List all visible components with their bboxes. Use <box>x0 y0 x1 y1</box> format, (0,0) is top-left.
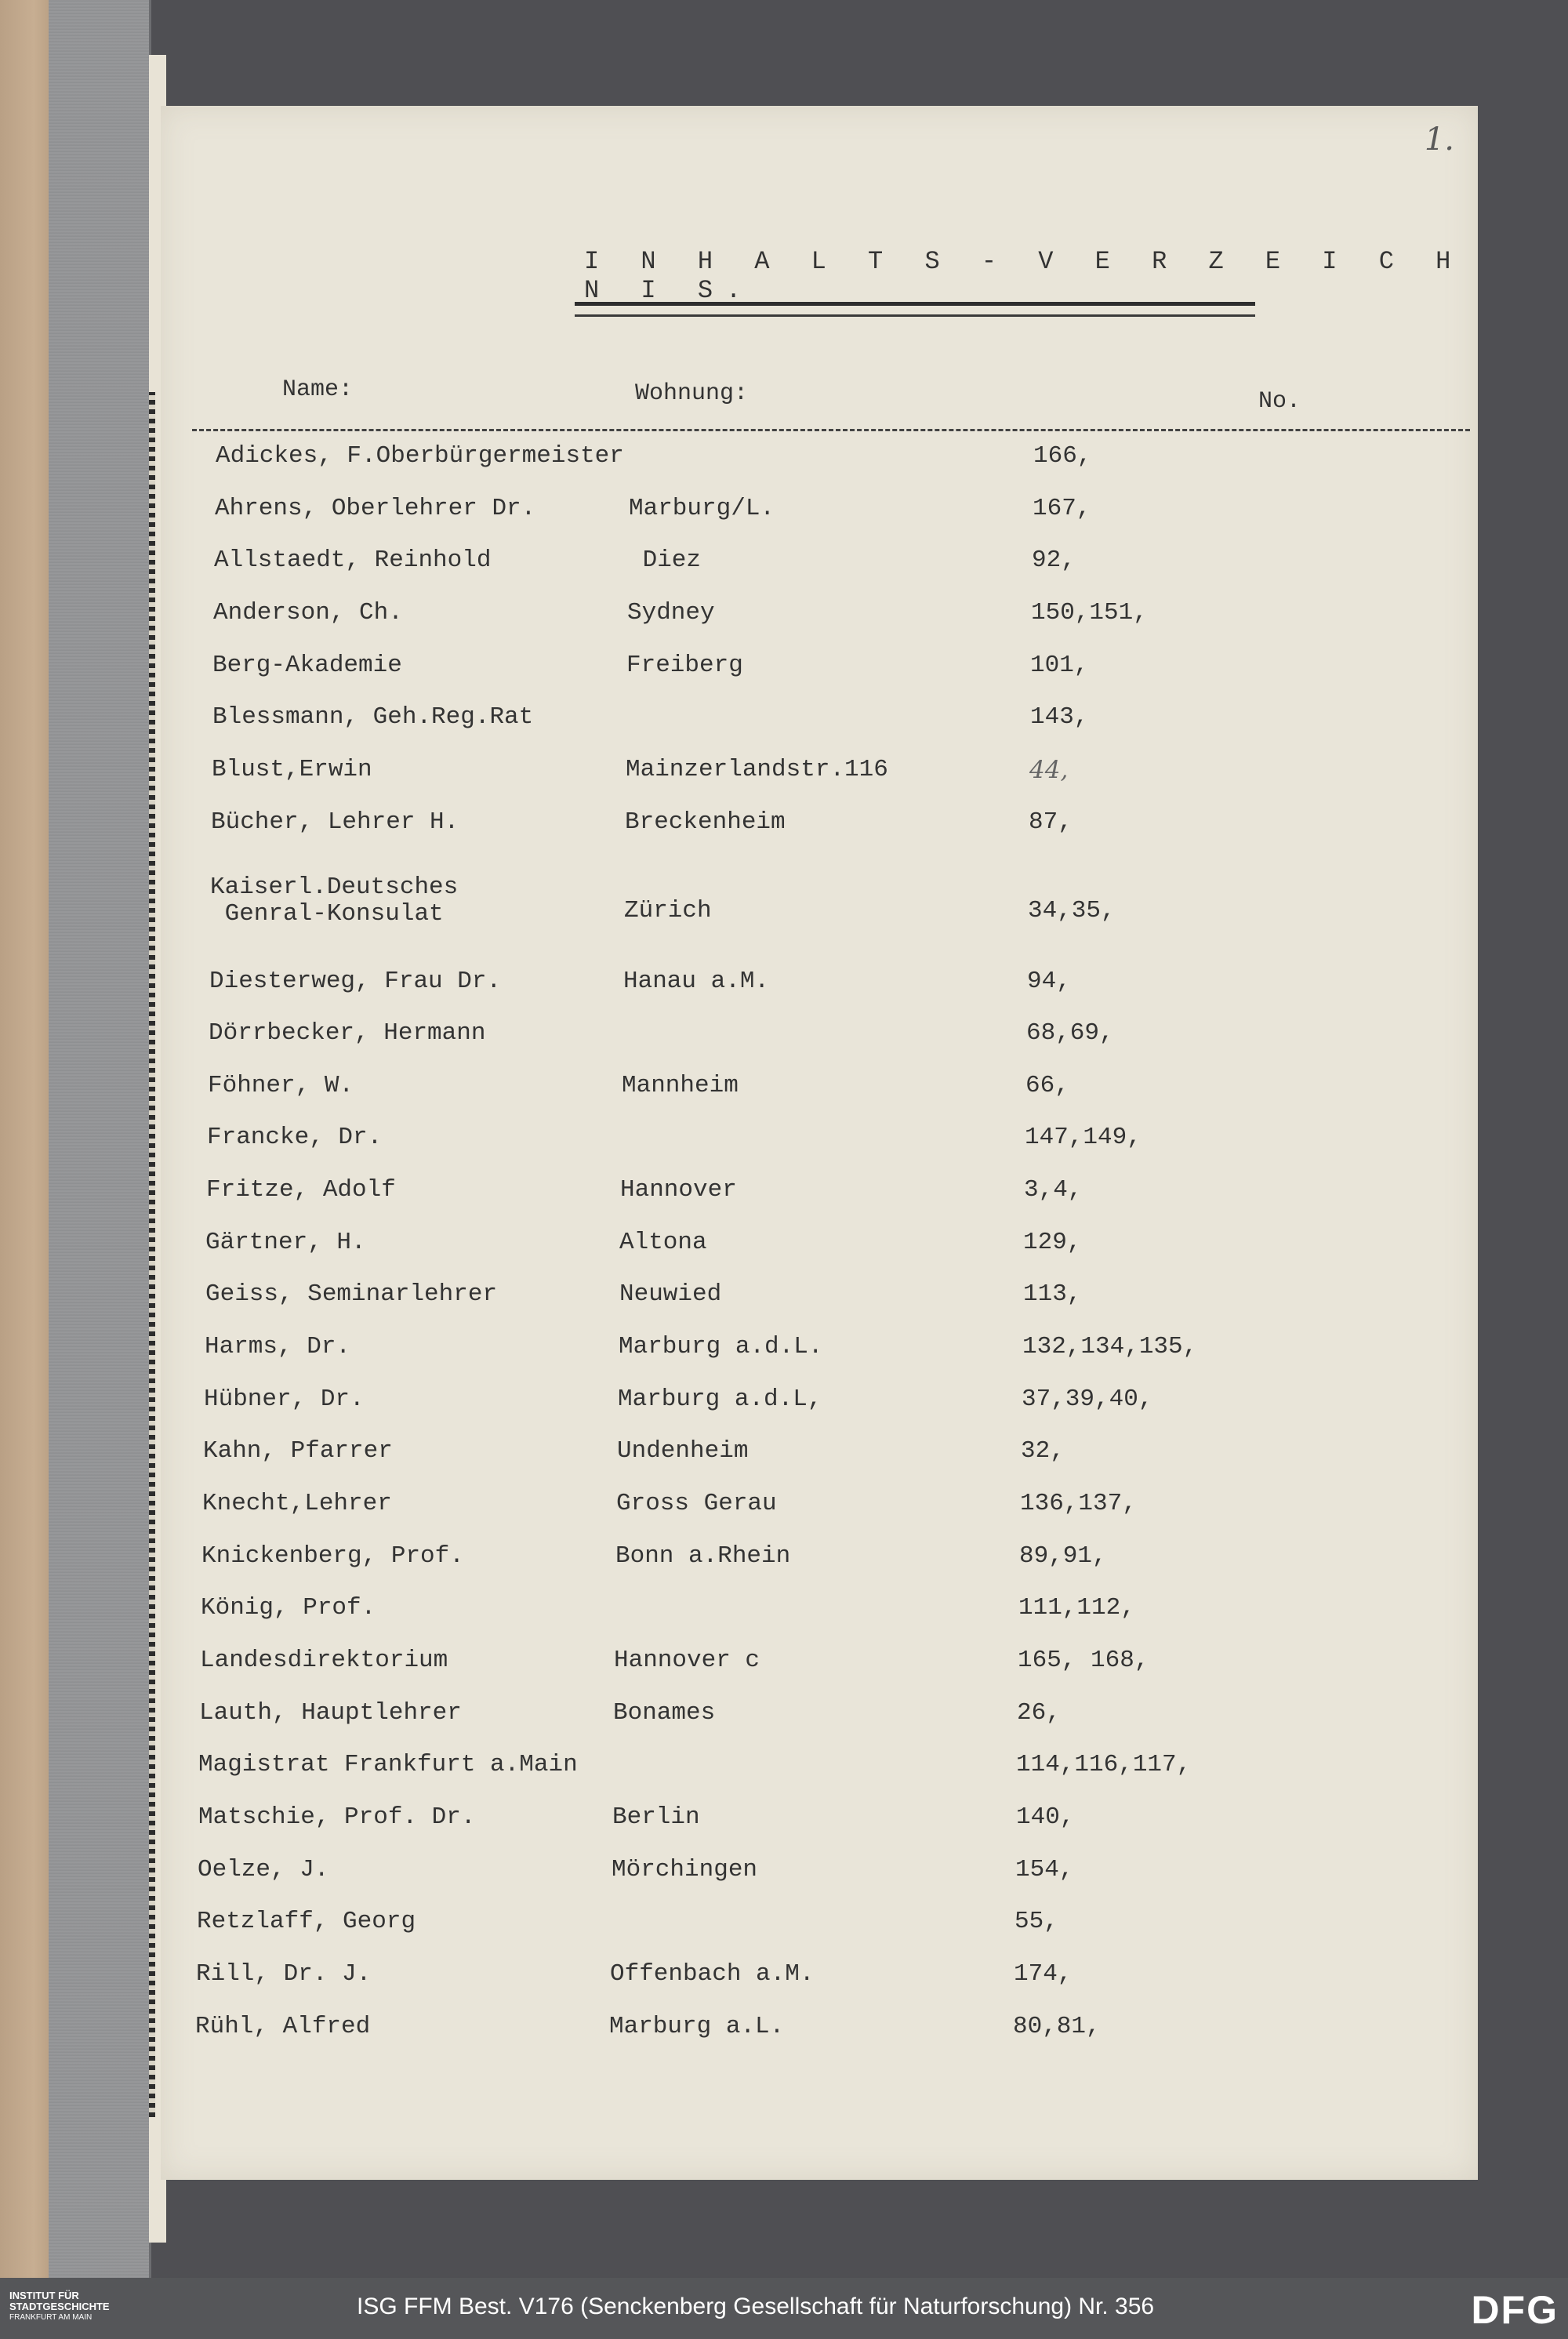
entry-number: 165, 168, <box>1018 1647 1149 1674</box>
table-row <box>161 496 1478 547</box>
institute-line-1: INSTITUT FÜR <box>9 2290 79 2301</box>
entry-name: Blust,Erwin <box>212 756 372 783</box>
entry-number: 166, <box>1033 442 1092 470</box>
entry-place: Bonn a.Rhein <box>615 1542 791 1570</box>
table-row <box>161 1177 1478 1229</box>
entry-name: Rühl, Alfred <box>195 2013 371 2040</box>
entry-number: 55, <box>1014 1908 1058 1935</box>
page-title: I N H A L T S - V E R Z E I C H N I S. <box>584 247 1465 305</box>
table-row <box>161 1124 1478 1176</box>
entry-number: 44, <box>1029 756 1069 784</box>
table-row <box>161 874 1478 926</box>
entry-name: Hübner, Dr. <box>204 1386 365 1413</box>
entry-number: 143, <box>1030 703 1089 731</box>
entry-number: 140, <box>1016 1803 1075 1831</box>
entry-name: Bücher, Lehrer H. <box>211 808 459 836</box>
entry-place: Marburg a.d.L, <box>618 1386 822 1413</box>
table-row <box>161 704 1478 756</box>
entry-place: Hannover <box>620 1176 737 1204</box>
table-row <box>161 443 1478 495</box>
entry-place: Freiberg <box>626 652 743 679</box>
entry-number: 68,69, <box>1026 1019 1114 1047</box>
entry-place: Hannover c <box>614 1647 760 1674</box>
entry-name: Blessmann, Geh.Reg.Rat <box>212 703 534 731</box>
entry-name: Matschie, Prof. Dr. <box>198 1803 476 1831</box>
entry-place: Mannheim <box>622 1072 739 1099</box>
entry-name: Geiss, Seminarlehrer <box>205 1280 498 1308</box>
entry-number: 26, <box>1017 1699 1061 1727</box>
entry-name: Anderson, Ch. <box>213 599 403 627</box>
table-row <box>161 2014 1478 2065</box>
table-row <box>161 547 1478 599</box>
entry-number: 150,151, <box>1031 599 1148 627</box>
table-row <box>161 1700 1478 1752</box>
entry-number: 101, <box>1030 652 1089 679</box>
table-row <box>161 1647 1478 1699</box>
entry-name: König, Prof. <box>201 1594 376 1622</box>
entry-place: Neuwied <box>619 1280 722 1308</box>
entry-number: 89,91, <box>1019 1542 1107 1570</box>
entry-number: 174, <box>1014 1960 1073 1988</box>
entry-number: 80,81, <box>1013 2013 1101 2040</box>
entry-place: Mörchingen <box>612 1856 758 1883</box>
table-row <box>161 1961 1478 2013</box>
table-row <box>161 1543 1478 1595</box>
table-row <box>161 1386 1478 1438</box>
table-row <box>161 1595 1478 1647</box>
table-row <box>161 1334 1478 1386</box>
entry-name: Knecht,Lehrer <box>202 1490 392 1517</box>
column-header-place: Wohnung: <box>635 380 749 407</box>
entry-number: 129, <box>1023 1229 1082 1256</box>
table-row <box>161 1491 1478 1542</box>
entry-name: Allstaedt, Reinhold <box>214 547 492 574</box>
entry-place: Hanau a.M. <box>623 968 770 995</box>
entry-name: Fritze, Adolf <box>206 1176 396 1204</box>
entry-name: Oelze, J. <box>198 1856 329 1883</box>
table-row <box>161 809 1478 861</box>
entry-name: Ahrens, Oberlehrer Dr. <box>215 495 536 522</box>
entry-place: Offenbach a.M. <box>610 1960 815 1988</box>
document-page <box>161 106 1478 2180</box>
entry-place: Zürich <box>624 897 712 924</box>
title-underline <box>575 302 1255 317</box>
table-row <box>161 1857 1478 1909</box>
table-row <box>161 1073 1478 1124</box>
entry-name: Diesterweg, Frau Dr. <box>209 968 502 995</box>
entry-place: Berlin <box>612 1803 700 1831</box>
table-row <box>161 968 1478 1020</box>
header-dashed-rule <box>192 429 1470 431</box>
entry-place: Marburg a.L. <box>609 2013 785 2040</box>
entry-name: Rill, Dr. J. <box>196 1960 372 1988</box>
entry-number: 37,39,40, <box>1022 1386 1153 1413</box>
entry-number: 92, <box>1032 547 1076 574</box>
entry-number: 147,149, <box>1025 1124 1142 1151</box>
entry-number: 114,116,117, <box>1016 1751 1192 1778</box>
entry-number: 167, <box>1033 495 1091 522</box>
entry-place: Diez <box>628 547 702 574</box>
entry-name: Föhner, W. <box>208 1072 354 1099</box>
entry-place: Marburg a.d.L. <box>619 1333 823 1360</box>
page-number: 1. <box>1424 122 1454 158</box>
entry-name: Magistrat Frankfurt a.Main <box>198 1751 578 1778</box>
binding-stitch <box>149 392 155 2117</box>
entry-place: Undenheim <box>617 1437 749 1465</box>
entry-name: Retzlaff, Georg <box>197 1908 416 1935</box>
entry-name: Harms, Dr. <box>205 1333 351 1360</box>
entry-number: 154, <box>1015 1856 1074 1883</box>
table-row <box>161 600 1478 652</box>
archive-footer <box>0 2278 1568 2339</box>
entry-place: Altona <box>619 1229 707 1256</box>
institute-logo <box>9 2290 110 2323</box>
table-row <box>161 1438 1478 1490</box>
archive-caption: ISG FFM Best. V176 (Senckenberg Gesellschaft für Naturforschung) Nr. 356 <box>357 2294 1155 2319</box>
entry-name: Lauth, Hauptlehrer <box>199 1699 462 1727</box>
table-row <box>161 1752 1478 1803</box>
entry-place: Marburg/L. <box>629 495 775 522</box>
entry-number: 113, <box>1023 1280 1082 1308</box>
entry-name: Berg-Akademie <box>212 652 402 679</box>
entry-place: Breckenheim <box>625 808 786 836</box>
entry-name: Landesdirektorium <box>200 1647 448 1674</box>
table-row <box>161 1229 1478 1281</box>
entry-number: 34,35, <box>1028 897 1116 924</box>
dfg-logo: DFG <box>1471 2288 1559 2332</box>
entry-number: 111,112, <box>1018 1594 1135 1622</box>
table-row <box>161 1020 1478 1072</box>
book-spine <box>49 0 151 2278</box>
entry-name: Adickes, F.Oberbürgermeister <box>216 442 624 470</box>
entry-place: Bonames <box>613 1699 716 1727</box>
table-row <box>161 1909 1478 1960</box>
entry-number: 3,4, <box>1024 1176 1083 1204</box>
entry-name: Knickenberg, Prof. <box>201 1542 464 1570</box>
table-row <box>161 1281 1478 1333</box>
institute-line-3: FRANKFURT AM MAIN <box>9 2313 93 2322</box>
entry-number: 87, <box>1029 808 1073 836</box>
column-header-name: Name: <box>282 376 354 403</box>
entry-number: 66, <box>1025 1072 1069 1099</box>
entry-name: Gärtner, H. <box>205 1229 366 1256</box>
entry-number: 136,137, <box>1020 1490 1137 1517</box>
entry-number: 132,134,135, <box>1022 1333 1198 1360</box>
column-header-no: No. <box>1258 388 1301 415</box>
table-row <box>161 652 1478 704</box>
table-row <box>161 757 1478 808</box>
entry-place: Sydney <box>627 599 715 627</box>
table-row <box>161 1804 1478 1856</box>
entry-number: 94, <box>1027 968 1071 995</box>
entry-name: Dörrbecker, Hermann <box>209 1019 486 1047</box>
entry-name: Francke, Dr. <box>207 1124 383 1151</box>
entry-name: Kahn, Pfarrer <box>203 1437 393 1465</box>
entry-number: 32, <box>1021 1437 1065 1465</box>
entry-name: Kaiserl.Deutsches Genral-Konsulat <box>210 873 459 928</box>
institute-line-2: STADTGESCHICHTE <box>9 2301 110 2312</box>
entry-place: Gross Gerau <box>616 1490 777 1517</box>
entry-place: Mainzerlandstr.116 <box>626 756 888 783</box>
